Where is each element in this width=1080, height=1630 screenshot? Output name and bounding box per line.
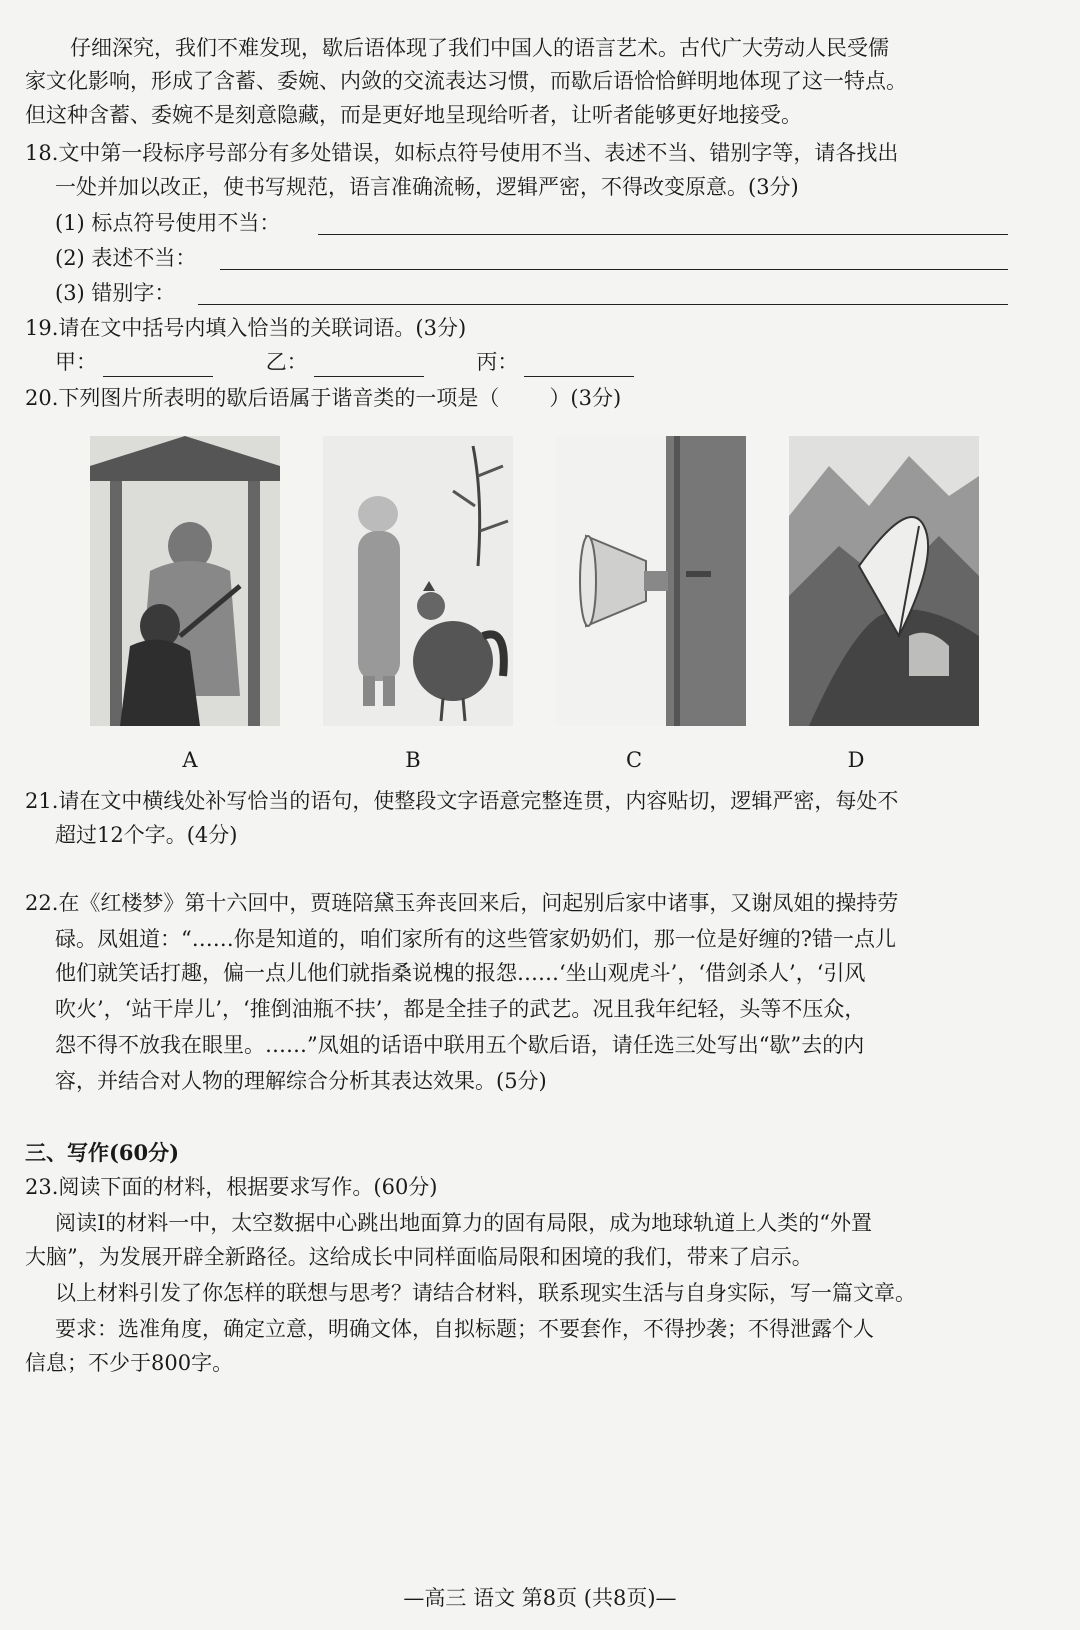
q19-label-bing: 丙： [476,350,519,374]
intro-line-1: 仔细深究，我们不难发现，歇后语体现了我们中国人的语言艺术。古代广大劳动人民受儒 [70,36,889,60]
q22-line-2: 碌。凤姐道：“……你是知道的，咱们家所有的这些管家奶奶们，那一位是好缠的?错一点儿 [55,927,896,951]
q19-label-yi: 乙： [265,350,308,374]
q23-material-line-1: 阅读I的材料一中，太空数据中心跳出地面算力的固有局限，成为地球轨道上人类的“外置 [55,1211,873,1235]
q19-blanks [55,347,640,377]
option-a-temple-picture [90,436,280,726]
q18-item-2-answer-line[interactable] [220,269,1008,270]
q23-line: 23.阅读下面的材料，根据要求写作。(60分) [25,1175,438,1199]
intro-line-2: 家文化影响，形成了含蓄、委婉、内敛的交流表达习惯，而歇后语恰恰鲜明地体现了这一特点。 [25,69,907,93]
q20-line [25,383,621,413]
q19-blank-bing[interactable] [524,356,634,377]
page-footer: —高三 语文 第8页 (共8页)— [403,1586,677,1610]
q22-line-4: 吹火’，‘站干岸儿’，‘推倒油瓶不扶’，都是全挂子的武艺。况且我年纪轻，头等不压众， [55,997,866,1021]
q23-requirements-line-2: 信息；不少于800字。 [25,1351,234,1375]
door-loudspeaker-icon [556,436,746,726]
option-d-mountain-feather-picture [789,436,979,726]
section-3-heading: 三、写作(60分) [25,1140,180,1165]
option-c-door-horn-picture [556,436,746,726]
q23-material-line-2: 大脑”，为发展开辟全新路径。这给成长中同样面临局限和困境的我们，带来了启示。 [25,1245,813,1269]
q19-blank-yi[interactable] [314,356,424,377]
q18-item-3-label: (3) 错别字： [55,281,176,305]
q19-blank-jia[interactable] [103,356,213,377]
q23-prompt: 以上材料引发了你怎样的联想与思考？请结合材料，联系现实生活与自身实际，写一篇文章。 [55,1281,916,1305]
q18-item-1-answer-line[interactable] [318,234,1008,235]
q18-line-2: 一处并加以改正，使书写规范，语言准确流畅，逻辑严密，不得改变原意。(3分) [55,175,799,199]
option-b-weasel-chicken-picture [323,436,513,726]
option-d-label[interactable]: D [847,748,865,772]
q20-prefix: 20.下列图片所表明的歇后语属于谐音类的一项是（ [25,386,500,410]
q22-line-1: 22.在《红楼梦》第十六回中，贾琏陪黛玉奔丧回来后，问起别后家中诸事，又谢凤姐的操持劳 [25,891,899,915]
mountain-feather-icon [789,436,979,726]
intro-line-3: 但这种含蓄、委婉不是刻意隐藏，而是更好地呈现给听者，让听者能够更好地接受。 [25,103,802,127]
q22-line-3: 他们就笑话打趣，偏一点儿他们就指桑说槐的报怨……‘坐山观虎斗’，‘借剑杀人’，‘引风 [55,961,866,985]
q20-suffix: ）(3分) [549,386,622,410]
q18-item-2-label: (2) 表述不当： [55,246,197,270]
q18-line-1: 18.文中第一段标序号部分有多处错误，如标点符号使用不当、表述不当、错别字等，请各找出 [25,141,899,165]
q22-line-6: 容，并结合对人物的理解综合分析其表达效果。(5分) [55,1069,547,1093]
q21-line-1: 21.请在文中横线处补写恰当的语句，使整段文字语意完整连贯，内容贴切，逻辑严密，每处不 [25,789,899,813]
option-c-label[interactable]: C [625,748,643,772]
q23-requirements-line-1: 要求：选准角度，确定立意，明确文体，自拟标题；不要套作，不得抄袭；不得泄露个人 [55,1317,874,1341]
q18-item-1-label: (1) 标点符号使用不当： [55,211,281,235]
q22-line-5: 怨不得不放我在眼里。……”凤姐的话语中联用五个歇后语，请任选三处写出“歇”去的内 [55,1033,865,1057]
q19-label-jia: 甲： [55,350,97,374]
q18-item-3-answer-line[interactable] [198,304,1008,305]
option-a-label[interactable]: A [182,748,198,772]
option-b-label[interactable]: B [405,748,421,772]
weasel-chicken-icon [323,436,513,726]
q20-picture-row [90,436,990,736]
temple-figure-icon [90,436,280,726]
q19-line: 19.请在文中括号内填入恰当的关联词语。(3分) [25,316,467,340]
q21-line-2: 超过12个字。(4分) [55,823,238,847]
